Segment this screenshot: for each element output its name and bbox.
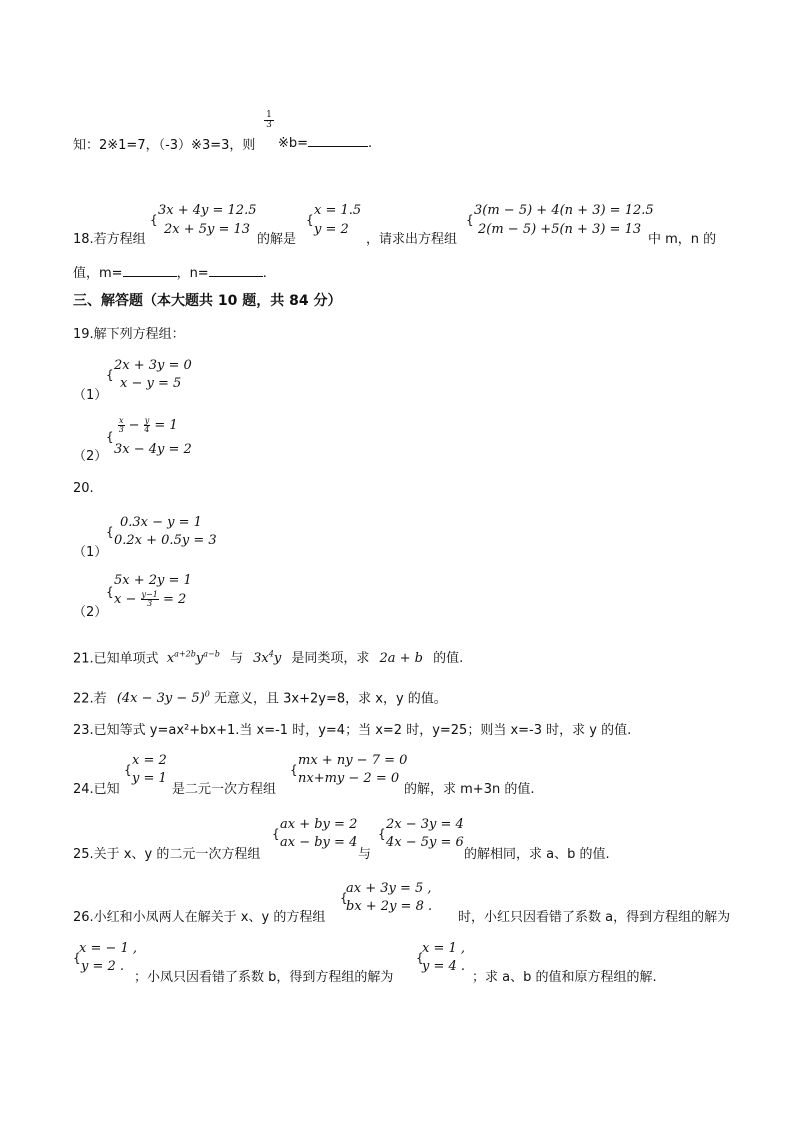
q21-mid1: 与 [229, 651, 243, 667]
q25-mid: 与 [358, 847, 372, 862]
q20-p1-label: （1） [73, 545, 108, 560]
exponent: 4 [268, 650, 274, 659]
brace: { [306, 213, 314, 227]
q26-tail2: ；求 a、b 的值和原方程组的解. [472, 970, 657, 985]
q26-sys1-eq2: bx + 2y = 8 . [346, 899, 433, 914]
q18-line2c: . [262, 266, 267, 281]
q18-sys2-eq2: y = 2 [314, 222, 349, 237]
q26-sys2-eq2: y = 2 . [81, 959, 125, 974]
q21-expr: 2a + b [379, 651, 423, 667]
q19-p2-frac-2 [144, 417, 151, 434]
q26-mid2: ；小凤只因看错了系数 b，得到方程组的解为 [134, 970, 394, 985]
q18-sys3-eq2: 2(m − 5) +5(n + 3) = 13 [478, 222, 642, 237]
q19-p2-eq2: 3x − 4y = 2 [114, 442, 192, 457]
q18-line2b: ，n= [176, 266, 209, 281]
q20-p2-label: （2） [73, 605, 108, 620]
eq-rhs: = 2 [162, 592, 187, 607]
q20-p2-eq1: 5x + 2y = 1 [114, 573, 192, 588]
q18-blank-m[interactable] [123, 264, 177, 277]
exponent: a−b [203, 650, 220, 659]
brace: { [378, 827, 386, 841]
q25-sys2-eq2: 4x − 5y = 6 [386, 835, 464, 850]
eq-rhs: = 1 [154, 418, 178, 433]
exponent: 0 [204, 690, 210, 699]
q18-sys1-eq1: 3x + 4y = 12.5 [158, 203, 257, 218]
q19-p2-eq1 [118, 417, 178, 434]
q21-monomial-2 [253, 651, 281, 666]
q22-tail: 无意义，且 3x+2y=8，求 x，y 的值。 [214, 691, 447, 707]
q17-answer [278, 134, 372, 151]
brace: { [340, 891, 348, 905]
q18-mid1: 的解是 [257, 232, 297, 247]
q18-mid2: ，请求出方程组 [366, 232, 458, 247]
q25-sys2-eq1: 2x − 3y = 4 [386, 817, 464, 832]
q18-sys3-eq1: 3(m − 5) + 4(n + 3) = 12.5 [474, 203, 654, 218]
q26-sys1-eq1: ax + 3y = 5 , [346, 881, 432, 896]
q18-line2a: 值，m= [73, 266, 123, 281]
q26-sys2-eq1: x = − 1 , [79, 941, 138, 956]
frac-den: 4 [144, 425, 150, 434]
frac-num: y [144, 416, 150, 425]
brace: { [124, 763, 132, 777]
q21-lead: 21.已知单项式 [73, 651, 159, 667]
base: x [166, 651, 175, 667]
q18-lead: 18.若方程组 [73, 232, 146, 247]
q17-suffix: ※b= [278, 136, 309, 151]
minus-sign: − [128, 418, 140, 433]
q17-frac-den: 3 [264, 120, 274, 130]
q22-lead: 22.若 [73, 691, 107, 707]
q23-line: 23.已知等式 y=ax²+bx+1.当 x=-1 时，y=4；当 x=2 时，y=25；则当 x=-3 时，求 y 的值. [73, 723, 632, 738]
q19-p1-eq2: x − y = 5 [120, 376, 182, 391]
q18-line2 [73, 262, 267, 281]
q21-line [73, 646, 463, 667]
q17-frac-num: 1 [266, 110, 272, 120]
q25-lead: 25.关于 x、y 的二元一次方程组 [73, 847, 261, 862]
q24-sys1-eq2: y = 1 [132, 771, 167, 786]
q20-p1-eq1: 0.3x − y = 1 [120, 515, 202, 530]
q19-p1-label: （1） [73, 388, 108, 403]
q24-mid: 是二元一次方程组 [172, 782, 277, 797]
q24-tail: 的解，求 m+3n 的值. [404, 782, 535, 797]
q21-mid2: 是同类项，求 [291, 651, 370, 667]
q20-p2-eq2 [114, 591, 186, 608]
frac-den: 3 [147, 599, 153, 608]
q19-p1-eq1: 2x + 3y = 0 [114, 358, 192, 373]
q17-line [73, 134, 255, 153]
exponent: a+2b [174, 650, 196, 659]
q22-line [73, 686, 447, 707]
q19-p2-label: （2） [73, 449, 108, 464]
brace: { [106, 368, 114, 382]
base: 3x [253, 651, 269, 667]
brace: { [106, 585, 114, 599]
q26-sys3-eq1: x = 1 , [422, 941, 466, 956]
q21-tail: 的值. [433, 651, 464, 667]
brace: { [290, 763, 298, 777]
expression: (4x − 3y − 5) [116, 691, 205, 707]
frac-num: x [119, 416, 124, 425]
q19-title: 19.解下列方程组： [73, 327, 185, 342]
q22-expr [117, 691, 210, 706]
base: y [195, 651, 204, 667]
q20-title: 20. [73, 481, 94, 496]
base: y [273, 651, 282, 667]
q18-blank-n[interactable] [209, 264, 263, 277]
brace: { [106, 430, 114, 444]
q26-tail1: 时，小红只因看错了系数 a，得到方程组的解为 [458, 910, 731, 925]
brace: { [150, 213, 158, 227]
q20-p2-frac [141, 591, 159, 608]
brace: { [73, 951, 81, 965]
q25-sys1-eq2: ax − by = 4 [280, 835, 358, 850]
brace: { [272, 827, 280, 841]
q18-sys1-eq2: 2x + 5y = 13 [164, 222, 251, 237]
q18-sys2-eq1: x = 1.5 [314, 203, 362, 218]
frac-den: 3 [118, 425, 124, 434]
q26-lead: 26.小红和小凤两人在解关于 x、y 的方程组 [73, 910, 326, 925]
q24-sys1-eq1: x = 2 [132, 753, 167, 768]
q20-p1-eq2: 0.2x + 0.5y = 3 [114, 533, 217, 548]
q26-sys3-eq2: y = 4 . [422, 959, 466, 974]
q18-tail: 中 m，n 的 [648, 232, 717, 247]
eq-prefix: x − [114, 592, 137, 607]
q17-end: . [368, 136, 373, 151]
q17-prefix: 知：2※1=7，（-3）※3=3，则 [73, 138, 256, 153]
q21-monomial-1 [167, 651, 220, 666]
q25-sys1-eq1: ax + by = 2 [280, 817, 358, 832]
brace: { [466, 213, 474, 227]
q24-sys2-eq1: mx + ny − 7 = 0 [298, 753, 408, 768]
frac-num: y−1 [141, 590, 158, 599]
section-heading: 三、解答题（本大题共 10 题，共 84 分） [73, 293, 342, 309]
q24-lead: 24.已知 [73, 782, 120, 797]
brace: { [416, 951, 424, 965]
q17-fraction [264, 111, 274, 130]
q17-blank[interactable] [308, 134, 368, 147]
q25-tail: 的解相同，求 a、b 的值. [464, 847, 610, 862]
q19-p2-frac-1 [118, 417, 125, 434]
q24-sys2-eq2: nx+my − 2 = 0 [298, 771, 400, 786]
brace: { [106, 525, 114, 539]
